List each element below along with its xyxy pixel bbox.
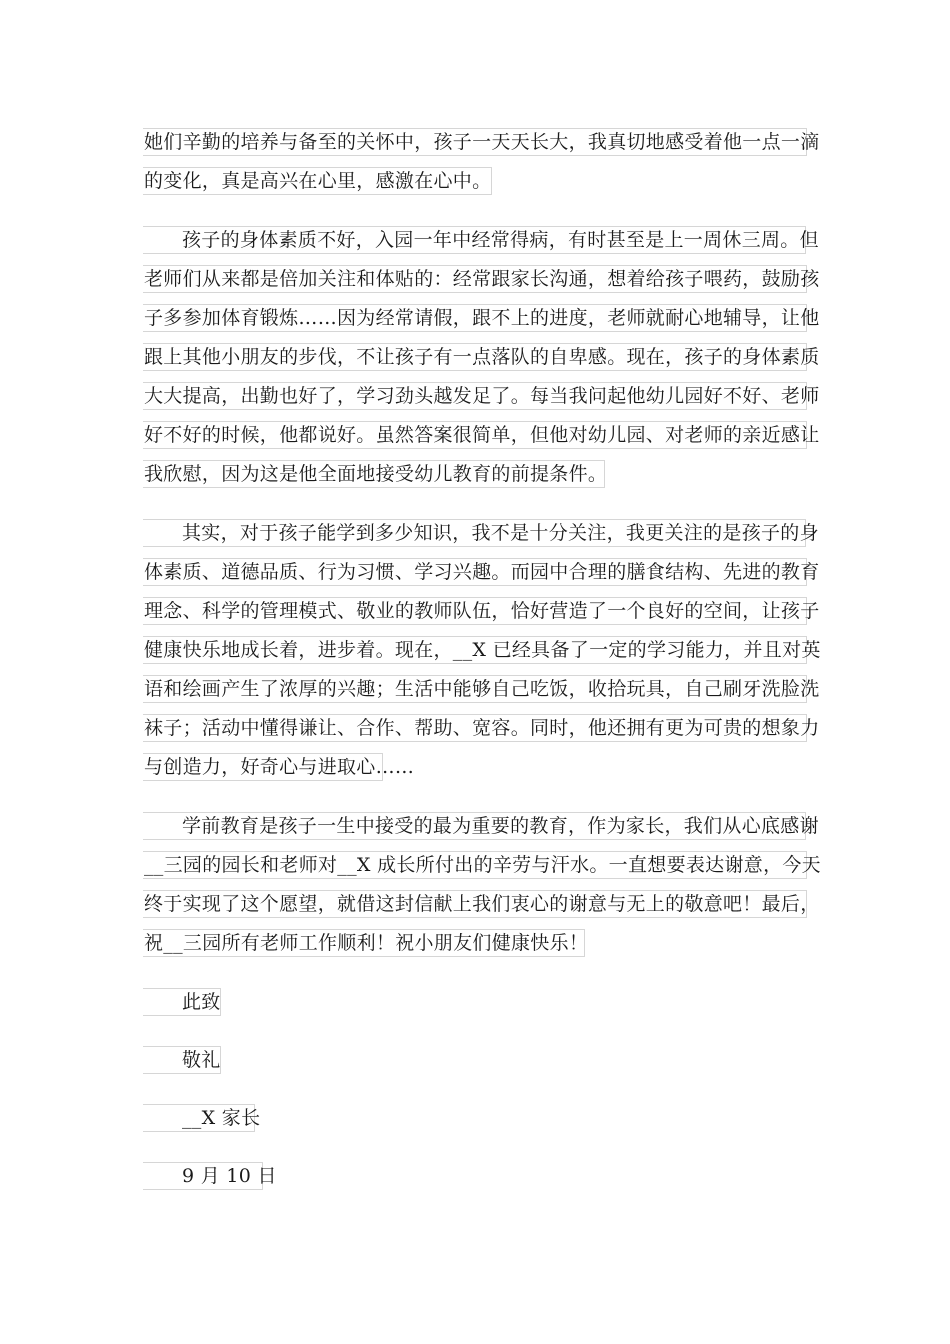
paragraph-3-line-3: 理念、科学的管理模式、敬业的教师队伍，恰好营造了一个良好的空间，让孩子 — [143, 597, 807, 625]
paragraph-3-line-5: 语和绘画产生了浓厚的兴趣；生活中能够自己吃饭，收拾玩具，自己刷牙洗脸洗 — [143, 675, 807, 703]
paragraph-3-line-2: 体素质、道德品质、行为习惯、学习兴趣。而园中合理的膳食结构、先进的教育 — [143, 558, 807, 586]
paragraph-3-line-6: 袜子；活动中懂得谦让、合作、帮助、宽容。同时，他还拥有更为可贵的想象力 — [143, 714, 807, 742]
closing-salutation: 此致 — [143, 988, 221, 1016]
paragraph-2-line-2: 老师们从来都是倍加关注和体贴的：经常跟家长沟通，想着给孩子喂药，鼓励孩 — [143, 265, 807, 293]
paragraph-2-line-4: 跟上其他小朋友的步伐，不让孩子有一点落队的自卑感。现在，孩子的身体素质 — [143, 343, 807, 371]
paragraph-2-line-1: 孩子的身体素质不好，入园一年中经常得病，有时甚至是上一周休三周。但 — [143, 226, 806, 254]
closing-signature: __X 家长 — [143, 1104, 255, 1132]
paragraph-2-line-5: 大大提高，出勤也好了，学习劲头越发足了。每当我问起他幼儿园好不好、老师 — [143, 382, 807, 410]
paragraph-4-line-4: 祝__三园所有老师工作顺利！祝小朋友们健康快乐！ — [143, 929, 585, 957]
paragraph-2-line-3: 子多参加体育锻炼……因为经常请假，跟不上的进度，老师就耐心地辅导，让他 — [143, 304, 807, 332]
paragraph-2-line-6: 好不好的时候，他都说好。虽然答案很简单，但他对幼儿园、对老师的亲近感让 — [143, 421, 807, 449]
paragraph-1-line-2: 的变化，真是高兴在心里，感激在心中。 — [143, 167, 492, 195]
paragraph-2-line-7: 我欣慰，因为这是他全面地接受幼儿教育的前提条件。 — [143, 460, 605, 488]
paragraph-3-line-4: 健康快乐地成长着，进步着。现在，__X 已经具备了一定的学习能力，并且对英 — [143, 636, 807, 664]
paragraph-3-line-7: 与创造力，好奇心与进取心…… — [143, 753, 383, 781]
paragraph-4-line-1: 学前教育是孩子一生中接受的最为重要的教育，作为家长，我们从心底感谢 — [143, 812, 806, 840]
closing-date: 9 月 10 日 — [143, 1162, 263, 1190]
paragraph-4-line-2: __三园的园长和老师对__X 成长所付出的辛劳与汗水。一直想要表达谢意，今天 — [143, 851, 807, 879]
paragraph-4-line-3: 终于实现了这个愿望，就借这封信献上我们衷心的谢意与无上的敬意吧！最后， — [143, 890, 807, 918]
closing-regards: 敬礼 — [143, 1046, 221, 1074]
paragraph-3-line-1: 其实，对于孩子能学到多少知识，我不是十分关注，我更关注的是孩子的身 — [143, 519, 806, 547]
paragraph-1-line-1: 她们辛勤的培养与备至的关怀中，孩子一天天长大，我真切地感受着他一点一滴 — [143, 128, 807, 156]
